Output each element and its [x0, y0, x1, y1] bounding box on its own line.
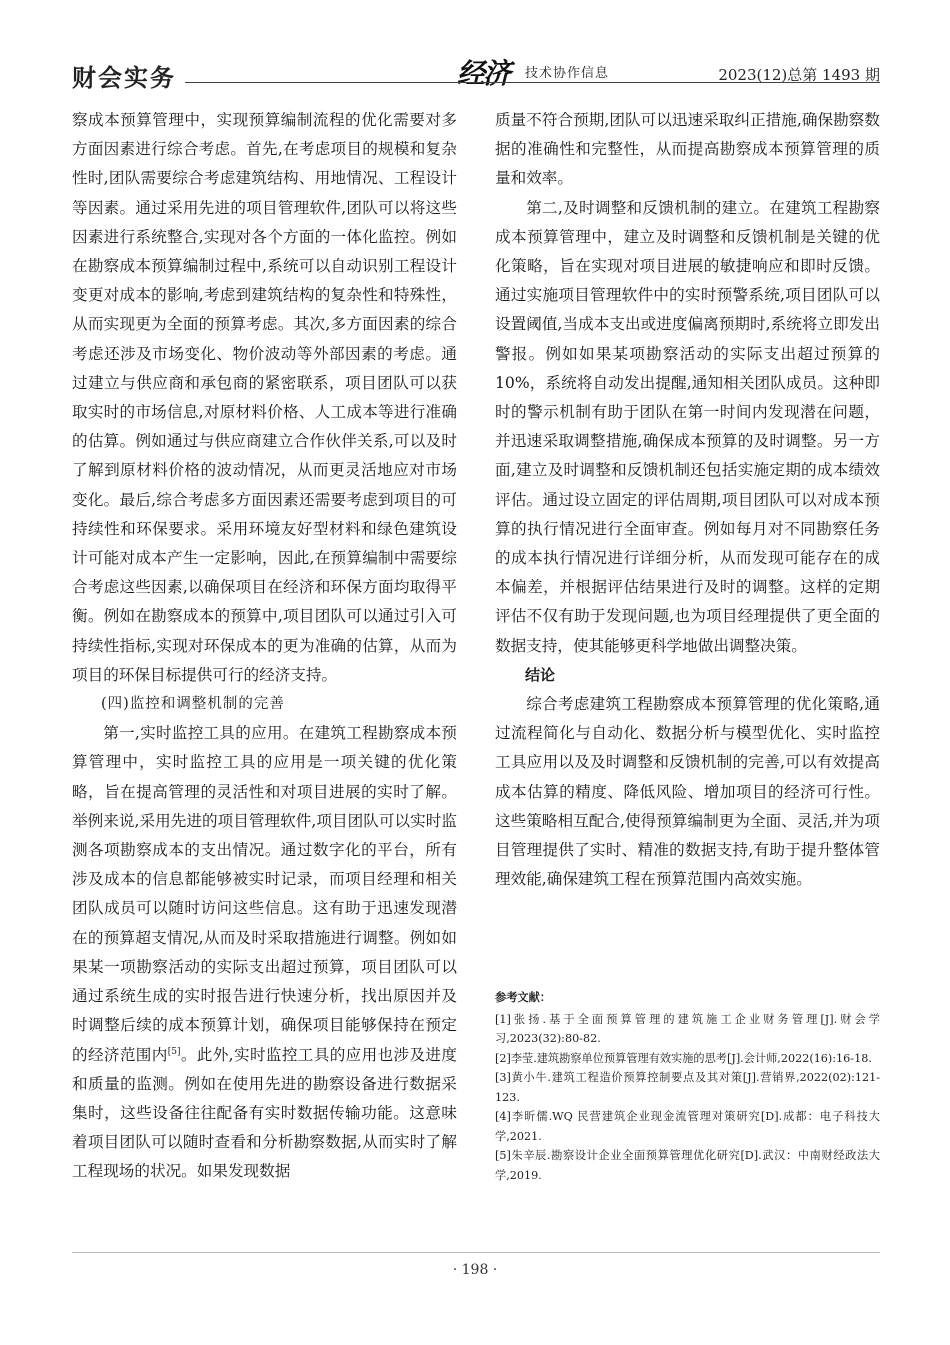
right-column — [495, 106, 880, 894]
conclusion-heading: 结论 — [525, 665, 556, 684]
paragraph: 质量不符合预期,团队可以迅速采取纠正措施,确保勘察数据的准确性和完整性，从而提高勘察成本预算管理的质量和效率。 — [495, 111, 880, 188]
references-title: 参考文献： — [495, 991, 551, 1004]
paragraph: 察成本预算管理中，实现预算编制流程的优化需要对多方面因素进行综合考虑。首先,在考虑项目的规模和复杂性时,团队需要综合考虑建筑结构、用地情况、工程设计等因素。通过采用先进的项目管理软件,团队可以将这些因素进行系统整合,实现对各个方面的一体化监控。例如在勘察成本预算编制过程中,系统可以自动识别工程设计变更对成本的影响,考虑到建筑结构的复杂性和特殊性，从而实现更为全面的预算考虑。其次,多方面因素的综合考虑还涉及市场变化、物价波动等外部因素的考虑。通过建立与供应商和承包商的紧密联系，项目团队可以获取实时的市场信息,对原材料价格、人工成本等进行准确的估算。例如通过与供应商建立合作伙伴关系,可以及时了解到原材料价格的波动情况，从而更灵活地应对市场变化。最后,综合考虑多方面因素还需要考虑到项目的可持续性和环保要求。采用环境友好型材料和绿色建筑设计可能对成本产生一定影响，因此,在预算编制中需要综合考虑这些因素,以确保项目在经济和环保方面均取得平衡。例如在勘察成本的预算中,项目团队可以通过引入可持续性指标,实现对环保成本的更为准确的估算，从而为项目的环保目标提供可行的经济支持。 — [72, 111, 457, 684]
journal-subtitle: 技术协作信息 — [525, 66, 610, 81]
left-column — [72, 106, 457, 1187]
paragraph-text: 。此外,实时监控工具的应用也涉及进度和质量的监测。例如在使用先进的勘察设备进行数据采集时，这些设备往往配备有实时数据传输功能。这意味着项目团队可以随时查看和分析勘察数据,从而实时了解工程现场的状况。如果发现数据 — [72, 1045, 457, 1181]
subsection-heading: (四)监控和调整机制的完善 — [101, 696, 285, 713]
references — [495, 988, 880, 1185]
paragraph: 综合考虑建筑工程勘察成本预算管理的优化策略,通过流程简化与自动化、数据分析与模型优化、实时监控工具应用以及及时调整和反馈机制的完善,可以有效提高成本估算的精度、降低风险、增加项目的经济可行性。这些策略相互配合,使得预算编制更为全面、灵活,并为项目管理提供了实时、精准的数据支持,有助于提升整体管理效能,确保建筑工程在预算范围内高效实施。 — [495, 695, 880, 889]
journal-logo: 经济 — [457, 57, 510, 90]
section-title: 财会实务 — [72, 64, 176, 92]
reference-item: [3]黄小牛.建筑工程造价预算控制要点及其对策[J].营销界,2022(02):121-123. — [495, 1071, 880, 1104]
reference-item: [2]李莹.建筑勘察单位预算管理有效实施的思考[J].会计师,2022(16):16-18. — [495, 1051, 872, 1065]
reference-item: [5]朱辛辰.勘察设计企业全面预算管理优化研究[D].武汉：中南财经政法大学,2019. — [495, 1149, 880, 1182]
paragraph — [72, 719, 457, 1186]
paragraph-text: 第一,实时监控工具的应用。在建筑工程勘察成本预算管理中，实时监控工具的应用是一项关键的优化策略，旨在提高管理的灵活性和对项目进展的实时了解。举例来说,采用先进的项目管理软件,项目团队可以实时监测各项勘察成本的支出情况。通过数字化的平台，所有涉及成本的信息都能够被实时记录，而项目经理和相关团队成员可以随时访问这些信息。这有助于迅速发现潜在的预算超支情况,从而及时采取措施进行调整。例如如果某一项勘察活动的实际支出超过预算，项目团队可以通过系统生成的实时报告进行快速分析，找出原因并及时调整后续的成本预算计划，确保项目能够保持在预定的经济范围内 — [72, 724, 457, 1064]
reference-item: [1]张扬.基于全面预算管理的建筑施工企业财务管理[J].财会学习,2023(32):80-82. — [495, 1012, 880, 1045]
reference-item: [4]李昕儒.WQ 民营建筑企业现金流管理对策研究[D].成都：电子科技大学,2021. — [495, 1110, 880, 1143]
page-number: · 198 · — [452, 1262, 498, 1278]
issue-number: 2023(12)总第 1493 期 — [718, 66, 880, 84]
paragraph: 第二,及时调整和反馈机制的建立。在建筑工程勘察成本预算管理中，建立及时调整和反馈机制是关键的优化策略，旨在实现对项目进展的敏捷响应和即时反馈。通过实施项目管理软件中的实时预警系统,项目团队可以设置阈值,当成本支出或进度偏离预期时,系统将立即发出警报。例如如果某项勘察活动的实际支出超过预算的 10%，系统将自动发出提醒,通知相关团队成员。这种即时的警示机制有助于团队在第一时间内发现潜在问题，并迅速采取调整措施,确保成本预算的及时调整。另一方面,建立及时调整和反馈机制还包括实施定期的成本绩效评估。通过设立固定的评估周期,项目团队可以对成本预算的执行情况进行全面审查。例如每月对不同勘察任务的成本执行情况进行详细分析，从而发现可能存在的成本偏差，并根据评估结果进行及时的调整。这样的定期评估不仅有助于发现问题,也为项目经理提供了更全面的数据支持，使其能够更科学地做出调整决策。 — [495, 198, 880, 655]
footer-divider — [72, 1252, 880, 1253]
header-divider — [185, 82, 880, 83]
citation-ref: [5] — [167, 1046, 181, 1057]
